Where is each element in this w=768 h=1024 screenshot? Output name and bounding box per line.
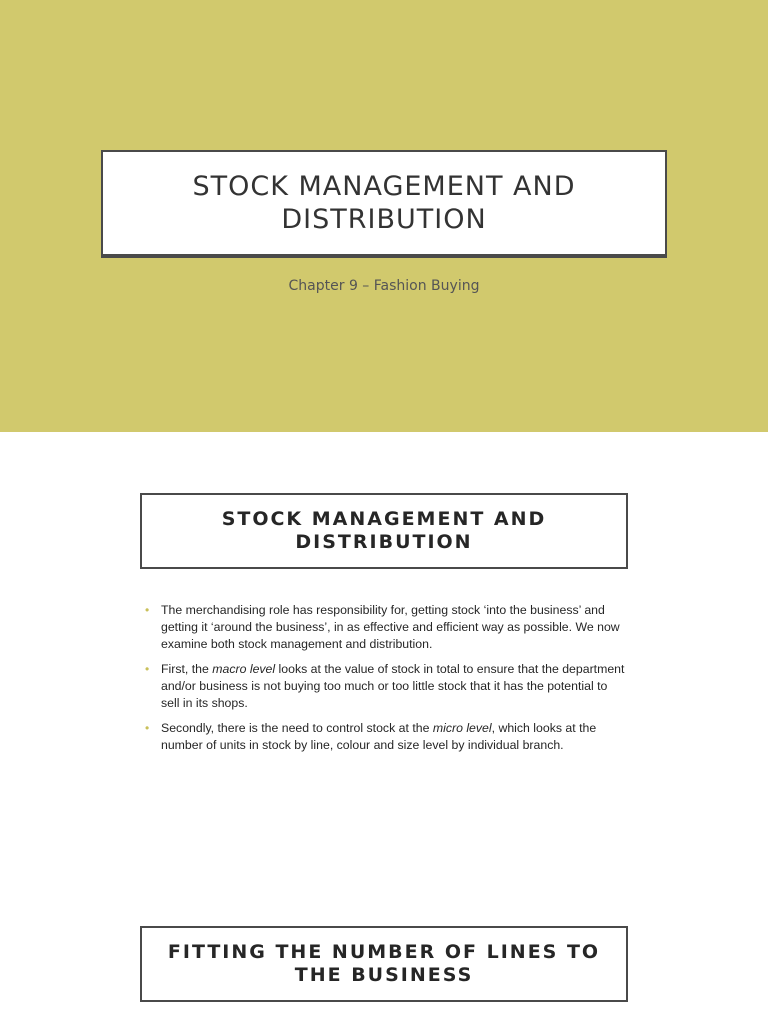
- bullet-dot-icon: •: [145, 662, 150, 676]
- slide-subtitle: Chapter 9 – Fashion Buying: [288, 278, 480, 294]
- bullet-emphasis: macro level: [212, 662, 276, 676]
- section-heading-line-2: DISTRIBUTION: [295, 531, 473, 553]
- list-item: [145, 602, 625, 653]
- slide-title-line-1: STOCK MANAGEMENT AND: [192, 171, 576, 202]
- slide-title: [192, 170, 575, 236]
- next-section-heading-line-1: FITTING THE NUMBER OF LINES TO: [167, 941, 601, 963]
- section-heading-box: [140, 493, 628, 569]
- list-item: [145, 661, 625, 712]
- bullet-text-end: , which looks at the number of units in stock by line, colour and size level by individual branch.: [161, 721, 597, 752]
- next-section-heading-box: [140, 926, 628, 1002]
- next-section-heading: [168, 941, 600, 987]
- next-section-heading-line-2: THE BUSINESS: [294, 964, 474, 986]
- bullet-dot-icon: •: [145, 721, 150, 735]
- section-heading: [222, 508, 547, 554]
- list-item: [145, 720, 625, 754]
- title-slide: [0, 0, 768, 432]
- slide-title-line-2: DISTRIBUTION: [281, 204, 487, 235]
- section-heading-line-1: STOCK MANAGEMENT AND: [221, 508, 547, 530]
- bullet-list: [145, 602, 625, 762]
- bullet-text-end: looks at the value of stock in total to ensure that the department and/or business is not buying too much or too little stock that it has the potential to sell in its shops.: [161, 662, 625, 710]
- bullet-dot-icon: •: [145, 603, 150, 617]
- bullet-text-start: Secondly, there is the need to control stock at the: [161, 721, 433, 735]
- bullet-text-start: First, the: [161, 662, 213, 676]
- bullet-emphasis: micro level: [432, 721, 492, 735]
- bullet-text: The merchandising role has responsibility for, getting stock ‘into the business’ and getting it ‘around the business’, in as effective and efficient way as possible. We now examine both stock management and distribution.: [161, 603, 620, 651]
- title-box: [101, 150, 667, 256]
